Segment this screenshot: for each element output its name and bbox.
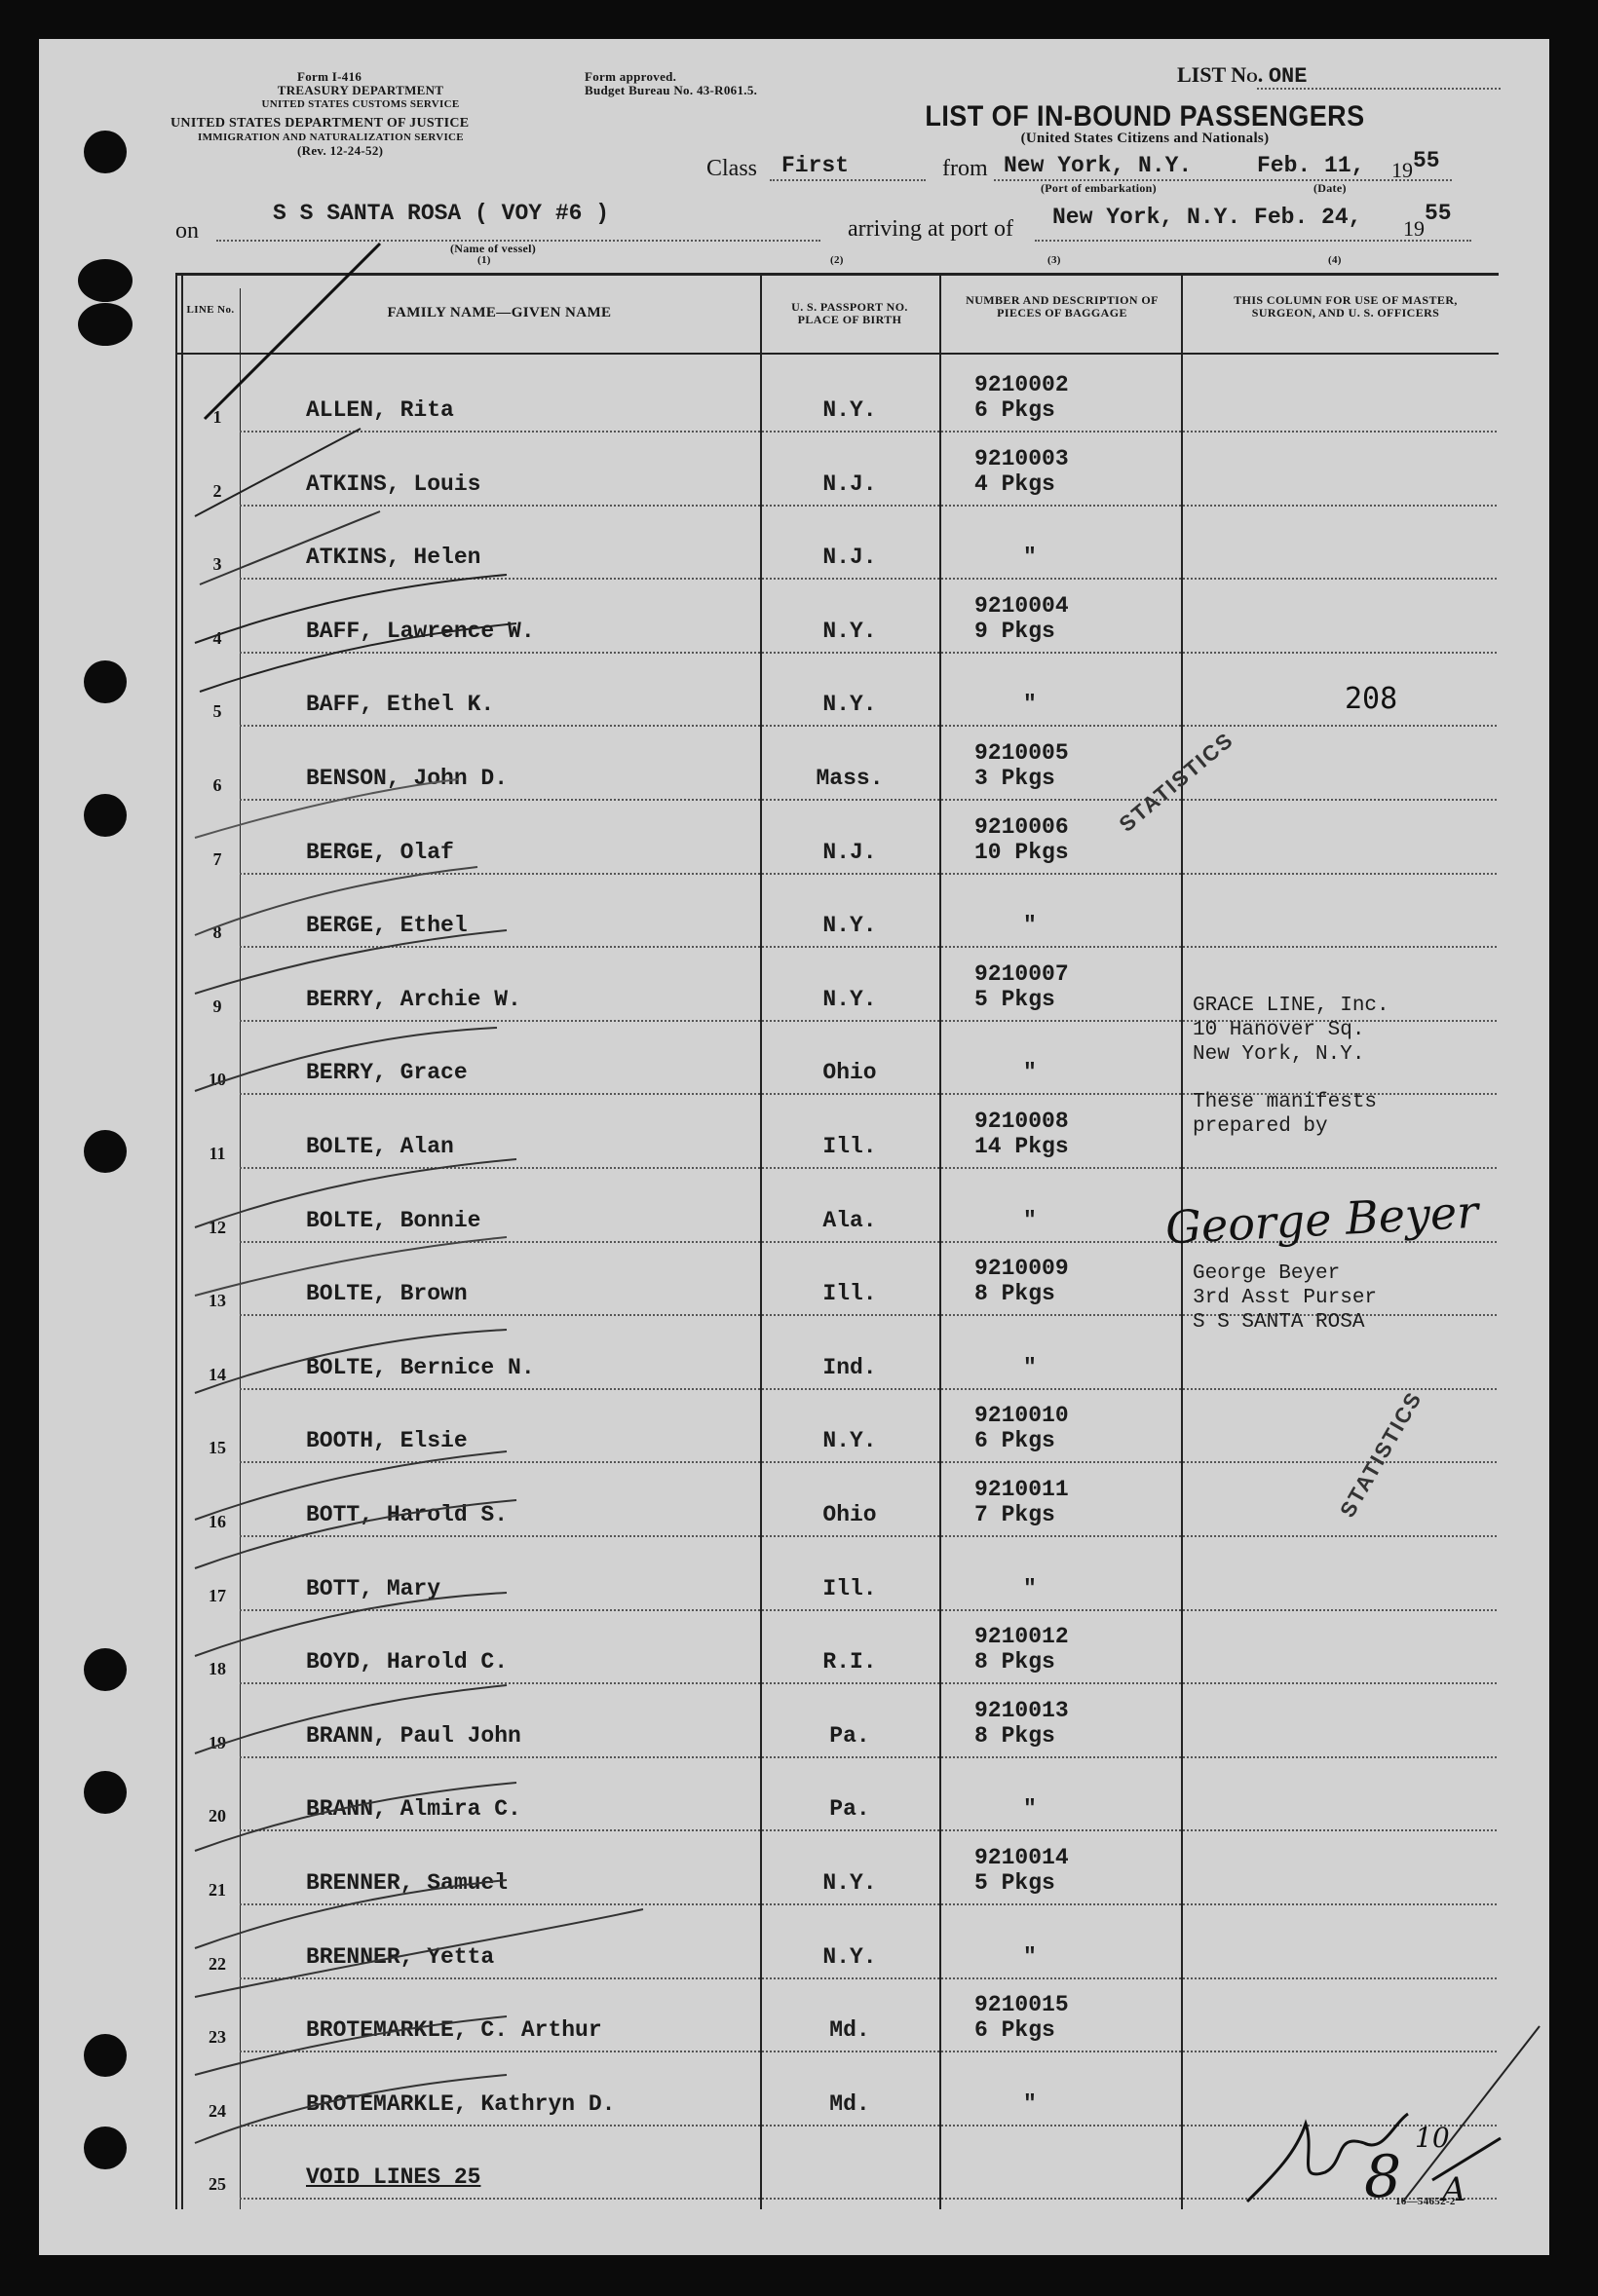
baggage-pieces: ": [1023, 913, 1037, 938]
line-number: 9: [212, 997, 222, 1016]
passenger-name: BAFF, Ethel K.: [306, 692, 495, 717]
passenger-name: BERGE, Ethel: [306, 913, 468, 938]
baggage-number: 9210015: [974, 1992, 1069, 2017]
place-of-birth: Mass.: [816, 766, 884, 791]
passenger-name: BRANN, Almira C.: [306, 1796, 521, 1822]
baggage-pieces: 3 Pkgs: [974, 766, 1055, 791]
on-label: on: [175, 218, 199, 244]
col4-index: (4): [1328, 254, 1342, 266]
place-of-birth: N.Y.: [822, 692, 877, 717]
baggage-pieces: ": [1023, 1060, 1037, 1085]
list-number: [1177, 62, 1307, 89]
baggage-pieces: 8 Pkgs: [974, 1723, 1055, 1749]
col2-index: (2): [830, 254, 844, 266]
from-port: New York, N.Y.: [1004, 153, 1193, 178]
line-number: 5: [212, 701, 222, 721]
passenger-name: ATKINS, Louis: [306, 471, 481, 497]
class-line: [770, 179, 926, 181]
line-number: 21: [209, 1880, 226, 1900]
place-of-birth: R.I.: [822, 1649, 877, 1675]
header-passport: U. S. PASSPORT NO. PLACE OF BIRTH: [791, 300, 908, 326]
place-of-birth: Md.: [829, 2017, 870, 2043]
passenger-name: BOTT, Harold S.: [306, 1502, 509, 1527]
print-code: 16—54652-2: [1395, 2196, 1456, 2207]
passenger-name: BENSON, John D.: [306, 766, 509, 791]
passenger-name: BERRY, Grace: [306, 1060, 468, 1085]
place-of-birth: Ohio: [822, 1060, 877, 1085]
purser-ship: S S SANTA ROSA: [1193, 1311, 1365, 1334]
line-number: 13: [209, 1291, 226, 1310]
baggage-pieces: 8 Pkgs: [974, 1281, 1055, 1306]
line-number: 11: [209, 1144, 226, 1163]
baggage-pieces: ": [1023, 1355, 1037, 1380]
passenger-name: ALLEN, Rita: [306, 397, 454, 423]
header-line-no: LINE No.: [186, 304, 235, 316]
line-number: 2: [212, 481, 222, 501]
form-agency-block: [171, 70, 482, 111]
passenger-name: BOYD, Harold C.: [306, 1649, 509, 1675]
punch-hole: [78, 303, 133, 346]
from-label: from: [942, 156, 988, 181]
line-number: 17: [209, 1586, 226, 1605]
purser-signature: George Beyer: [1163, 1185, 1480, 1255]
initials-scribble: [1237, 2007, 1549, 2221]
baggage-pieces: 9 Pkgs: [974, 619, 1055, 644]
col1-index: (1): [477, 254, 491, 266]
passenger-name: BAFF, Lawrence W.: [306, 619, 535, 644]
baggage-pieces: 4 Pkgs: [974, 471, 1055, 497]
place-of-birth: Ill.: [822, 1134, 877, 1159]
line-number: 20: [209, 1806, 226, 1826]
line-number: 12: [209, 1218, 226, 1237]
baggage-pieces: 6 Pkgs: [974, 397, 1055, 423]
line-number: 3: [212, 554, 222, 574]
arriving-label: arriving at port of: [848, 216, 1013, 242]
ins-label: IMMIGRATION AND NATURALIZATION SERVICE: [198, 132, 464, 143]
baggage-pieces: 7 Pkgs: [974, 1502, 1055, 1527]
baggage-pieces: ": [1023, 2091, 1037, 2117]
baggage-pieces: 5 Pkgs: [974, 1870, 1055, 1896]
header-name: FAMILY NAME—GIVEN NAME: [387, 305, 612, 320]
purser-name: George Beyer: [1193, 1262, 1341, 1285]
baggage-pieces: ": [1023, 1208, 1037, 1233]
from-year-prefix: 19: [1391, 158, 1413, 182]
purser-block: [1193, 1261, 1377, 1335]
passenger-name: BOOTH, Elsie: [306, 1428, 468, 1453]
baggage-pieces: 14 Pkgs: [974, 1134, 1069, 1159]
baggage-number: 9210013: [974, 1698, 1069, 1723]
line-number: 6: [212, 775, 222, 795]
treasury-label: TREASURY DEPARTMENT: [277, 83, 444, 97]
place-of-birth: N.J.: [822, 471, 877, 497]
place-of-birth: N.Y.: [822, 1870, 877, 1896]
baggage-pieces: 5 Pkgs: [974, 987, 1055, 1012]
col3-index: (3): [1047, 254, 1061, 266]
date-caption: (Date): [1313, 181, 1347, 195]
place-of-birth: Md.: [829, 2091, 870, 2117]
form-subtitle: (United States Citizens and Nationals): [1020, 131, 1270, 146]
passenger-name: BOLTE, Bonnie: [306, 1208, 481, 1233]
baggage-number: 9210006: [974, 814, 1069, 840]
passenger-name: ATKINS, Helen: [306, 545, 481, 570]
passenger-name: BERRY, Archie W.: [306, 987, 521, 1012]
place-of-birth: N.Y.: [822, 1428, 877, 1453]
arrival-line: [1035, 240, 1471, 242]
place-of-birth: N.J.: [822, 545, 877, 570]
passenger-name: BROTEMARKLE, C. Arthur: [306, 2017, 602, 2043]
baggage-pieces: ": [1023, 545, 1037, 570]
tally-marks: [185, 234, 731, 2211]
place-of-birth: N.Y.: [822, 987, 877, 1012]
prepared-line-2: prepared by: [1193, 1115, 1328, 1138]
line-number: 14: [209, 1365, 226, 1384]
port-embark-caption: (Port of embarkation): [1041, 181, 1157, 195]
passenger-name: VOID LINES 25: [306, 2164, 481, 2190]
from-date: Feb. 11,: [1257, 153, 1365, 178]
list-number-line: [1257, 88, 1501, 90]
place-of-birth: Ill.: [822, 1576, 877, 1601]
passenger-name: BOLTE, Brown: [306, 1281, 468, 1306]
place-of-birth: Pa.: [829, 1723, 870, 1749]
line-number: 8: [212, 922, 222, 942]
approval-block: [585, 70, 757, 97]
passenger-name: BOLTE, Alan: [306, 1134, 454, 1159]
baggage-pieces: ": [1023, 1796, 1037, 1822]
rev-label: (Rev. 12-24-52): [297, 143, 384, 158]
passenger-name: BRANN, Paul John: [306, 1723, 521, 1749]
baggage-number: 9210003: [974, 446, 1069, 471]
passenger-name: BROTEMARKLE, Kathryn D.: [306, 2091, 616, 2117]
line-number: 7: [212, 849, 222, 869]
from-year: 55: [1413, 148, 1440, 173]
passenger-name: BOTT, Mary: [306, 1576, 441, 1601]
line-number: 19: [209, 1733, 226, 1752]
baggage-pieces: 10 Pkgs: [974, 840, 1069, 865]
form-title: LIST OF IN-BOUND PASSENGERS: [925, 100, 1365, 132]
inspector-initials: 8: [1364, 2143, 1402, 2211]
passenger-name: BERGE, Olaf: [306, 840, 454, 865]
baggage-number: 9210008: [974, 1109, 1069, 1134]
baggage-number: 9210007: [974, 961, 1069, 987]
place-of-birth: Ind.: [822, 1355, 877, 1380]
vessel-caption: (Name of vessel): [450, 242, 537, 255]
customs-label: UNITED STATES CUSTOMS SERVICE: [261, 98, 460, 110]
baggage-number: 9210012: [974, 1624, 1069, 1649]
passenger-name: BRENNER, Yetta: [306, 1944, 495, 1970]
officer-notes: [1193, 994, 1389, 1139]
line-number: 16: [209, 1512, 226, 1531]
company-address-1: 10 Hanover Sq.: [1193, 1019, 1365, 1041]
punch-hole: [78, 259, 133, 302]
place-of-birth: Pa.: [829, 1796, 870, 1822]
purser-title: 3rd Asst Purser: [1193, 1287, 1378, 1309]
baggage-number: 9210009: [974, 1256, 1069, 1281]
line-number: 15: [209, 1438, 226, 1457]
line-number: 4: [212, 628, 222, 648]
baggage-number: 9210010: [974, 1403, 1069, 1428]
passenger-name: BOLTE, Bernice N.: [306, 1355, 535, 1380]
arrival-port: New York, N.Y. Feb. 24,: [1052, 205, 1362, 230]
company-address-2: New York, N.Y.: [1193, 1043, 1365, 1066]
vessel-name: S S SANTA ROSA ( VOY #6 ): [273, 201, 610, 226]
form-number: Form I-416: [297, 69, 362, 84]
line-number: 22: [209, 1954, 226, 1974]
budget-label: Budget Bureau No. 43-R061.5.: [585, 83, 758, 97]
place-of-birth: Ohio: [822, 1502, 877, 1527]
line-number: 25: [209, 2174, 226, 2194]
justice-label: UNITED STATES DEPARTMENT OF JUSTICE: [171, 116, 470, 131]
baggage-pieces: 6 Pkgs: [974, 2017, 1055, 2043]
list-number-label: LIST No.: [1177, 62, 1264, 87]
place-of-birth: N.J.: [822, 840, 877, 865]
baggage-pieces: ": [1023, 1576, 1037, 1601]
company-name: GRACE LINE, Inc.: [1193, 995, 1389, 1017]
line-number: 1: [212, 407, 222, 427]
punch-hole: [84, 131, 127, 173]
page-mark: 208: [1345, 682, 1398, 716]
line-number: 23: [209, 2027, 226, 2047]
passenger-name: BRENNER, Samuel: [306, 1870, 509, 1896]
class-label: Class: [706, 156, 758, 181]
prepared-line-1: These manifests: [1193, 1091, 1378, 1113]
header-officers: THIS COLUMN FOR USE OF MASTER, SURGEON, AND U. S. OFFICERS: [1234, 293, 1458, 320]
place-of-birth: N.Y.: [822, 1944, 877, 1970]
approval-label: Form approved.: [585, 69, 677, 84]
place-of-birth: N.Y.: [822, 397, 877, 423]
place-of-birth: N.Y.: [822, 913, 877, 938]
baggage-pieces: 6 Pkgs: [974, 1428, 1055, 1453]
place-of-birth: Ill.: [822, 1281, 877, 1306]
baggage-number: 9210005: [974, 740, 1069, 766]
baggage-pieces: ": [1023, 692, 1037, 717]
place-of-birth: Ala.: [822, 1208, 877, 1233]
arrival-year-prefix: 19: [1403, 216, 1425, 241]
baggage-number: 9210002: [974, 372, 1069, 397]
place-of-birth: N.Y.: [822, 619, 877, 644]
baggage-number: 9210004: [974, 593, 1069, 619]
baggage-pieces: 8 Pkgs: [974, 1649, 1055, 1675]
statistics-stamp: STATISTICS: [1114, 727, 1238, 837]
baggage-number: 9210011: [974, 1477, 1069, 1502]
arrival-year: 55: [1425, 201, 1452, 226]
fraction-top: 10: [1415, 2122, 1450, 2154]
line-number: 10: [209, 1070, 226, 1089]
baggage-number: 9210014: [974, 1845, 1069, 1870]
header-baggage: NUMBER AND DESCRIPTION OF PIECES OF BAGGAGE: [966, 293, 1159, 320]
list-number-value: ONE: [1268, 64, 1308, 89]
statistics-stamp: STATISTICS: [1335, 1386, 1427, 1522]
line-number: 18: [209, 1659, 226, 1678]
line-number: 24: [209, 2101, 226, 2121]
baggage-pieces: ": [1023, 1944, 1037, 1970]
class-value: First: [781, 153, 850, 178]
fraction-bottom: A: [1442, 2170, 1466, 2209]
justice-block: [171, 117, 551, 158]
